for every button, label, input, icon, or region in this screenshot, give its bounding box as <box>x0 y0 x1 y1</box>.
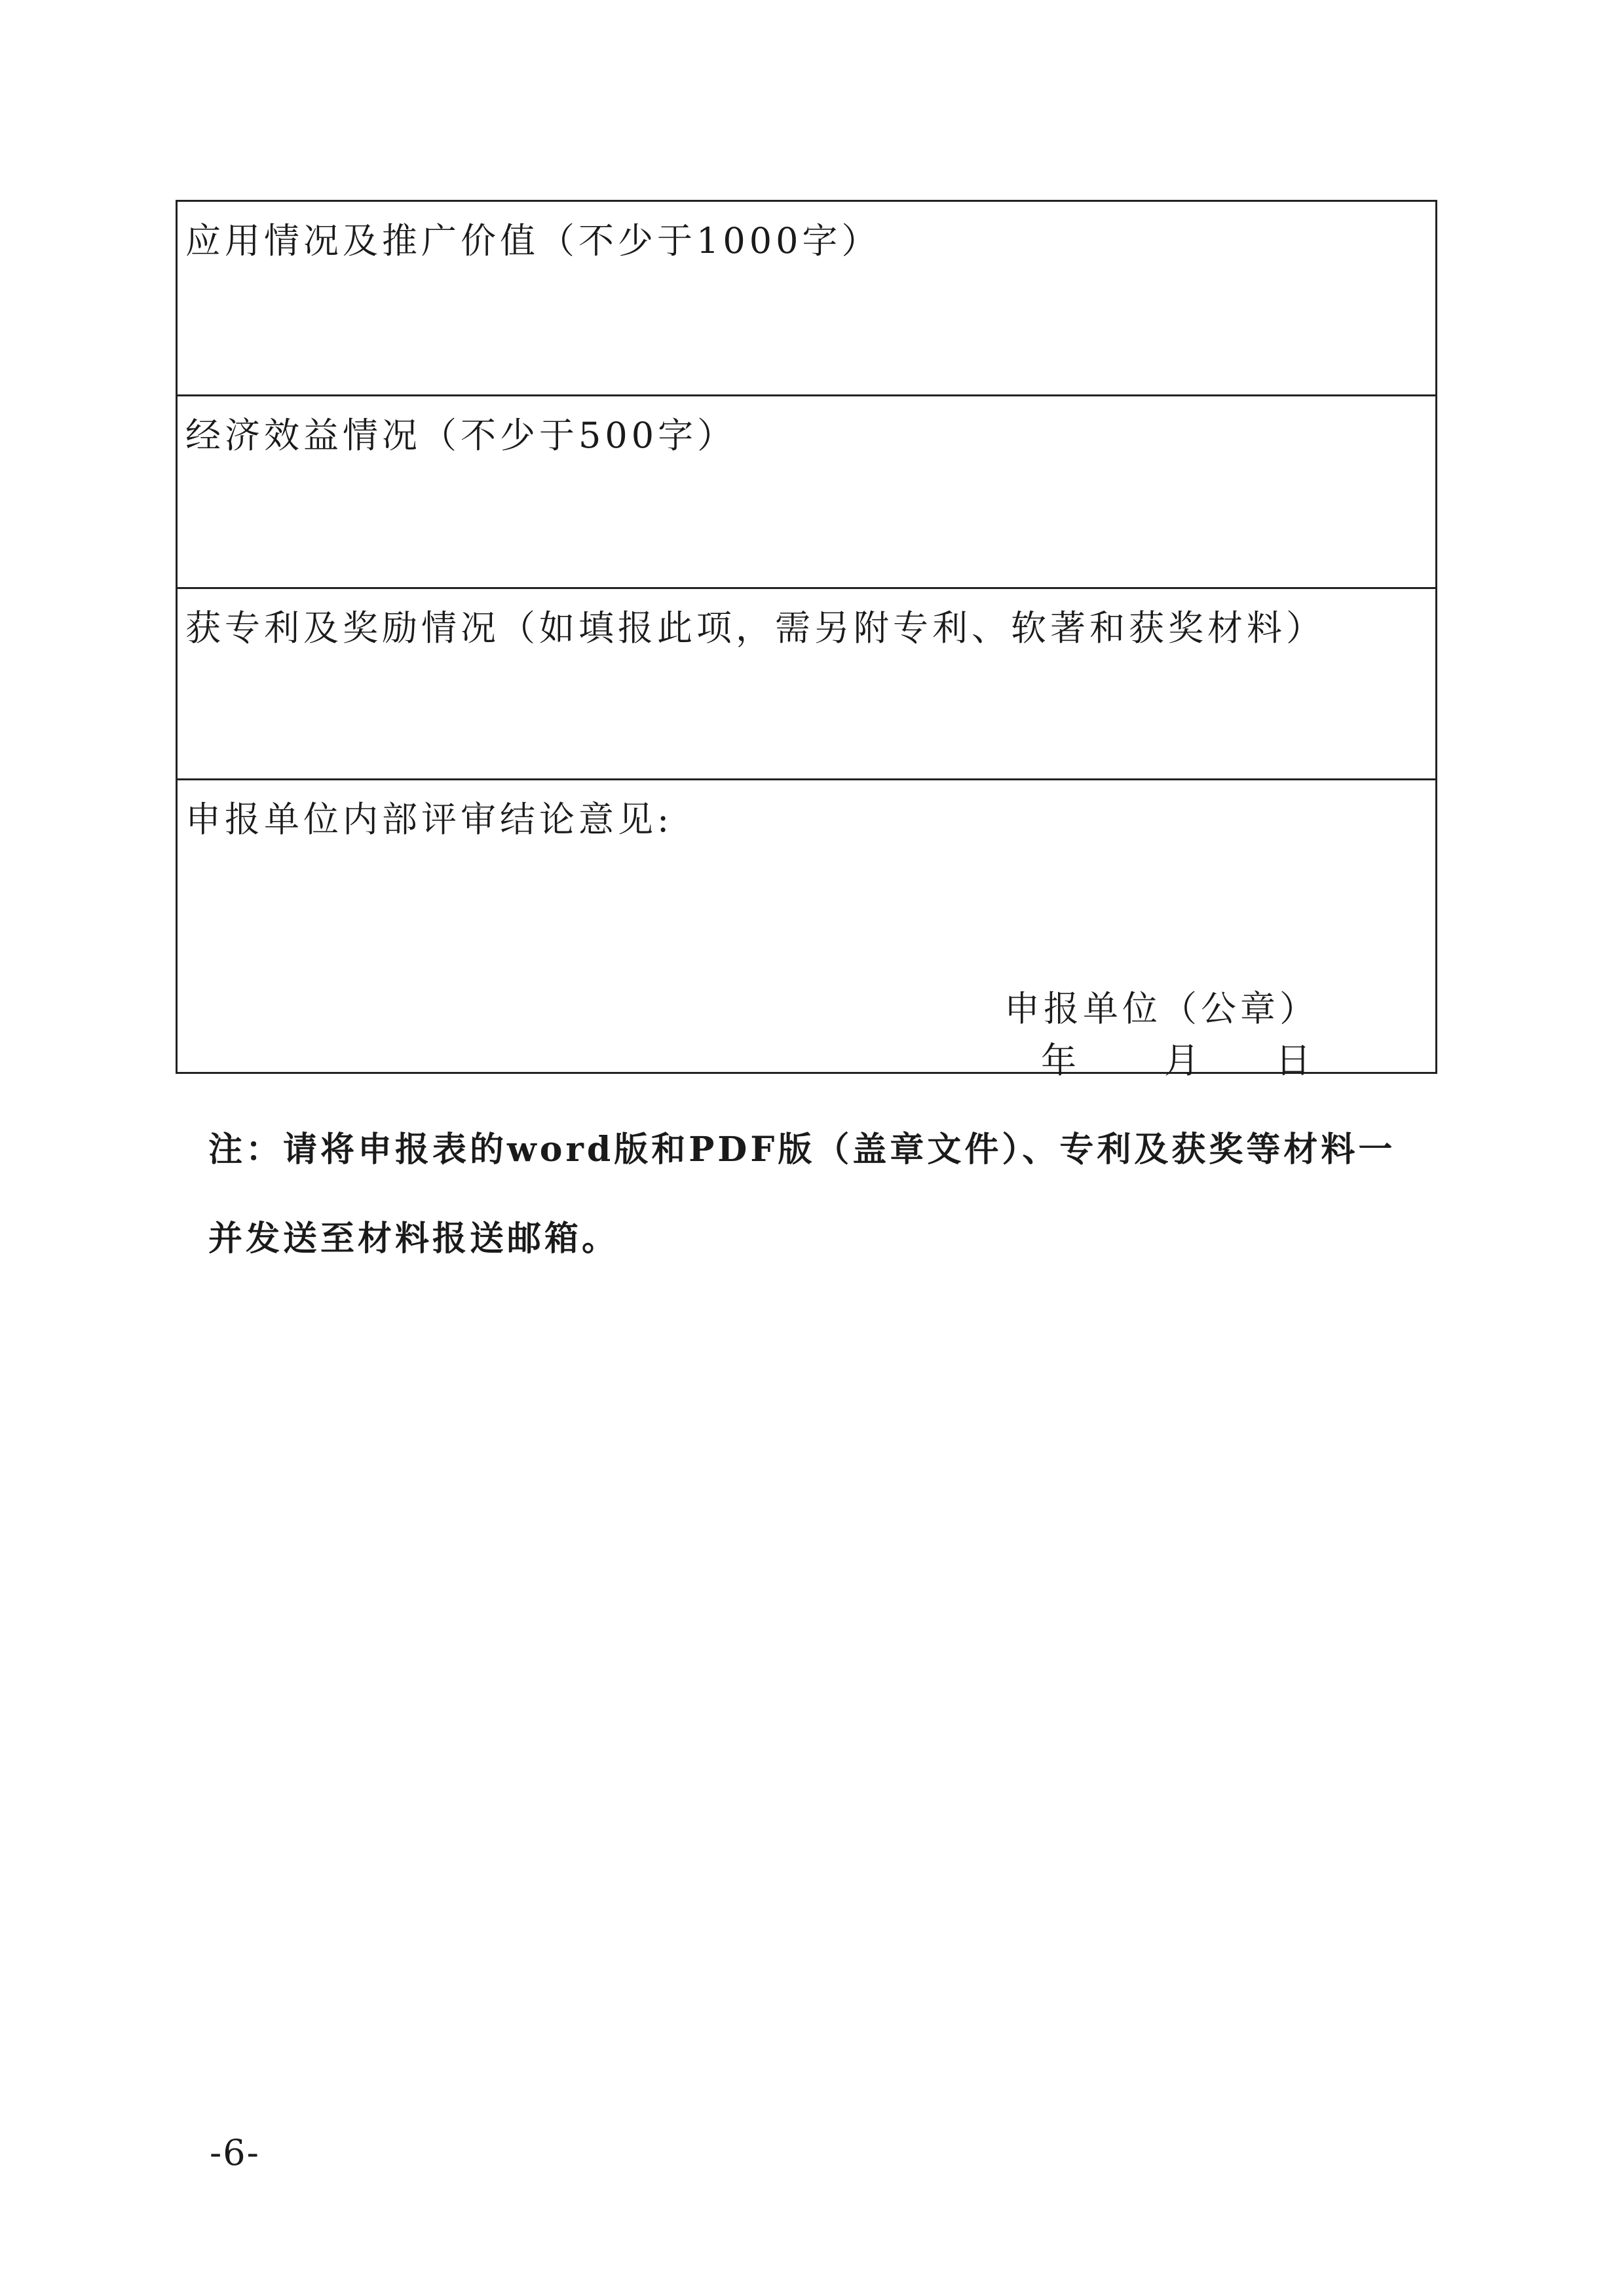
row-label-application-value: 应用情况及推广价值（不少于1000字） <box>185 220 881 261</box>
date-year-label: 年 <box>1041 1040 1076 1081</box>
row-label-patents-awards: 获专利及奖励情况（如填报此项，需另附专利、软著和获奖材料） <box>185 607 1325 649</box>
form-row-internal-review <box>178 780 1435 1081</box>
form-row-patents-awards <box>178 589 1435 780</box>
date-day-label: 日 <box>1275 1040 1311 1081</box>
application-form-table <box>176 200 1437 1081</box>
note-line-1: 注：请将申报表的word版和PDF版（盖章文件）、专利及获奖等材料一 <box>208 1130 1396 1170</box>
page-number: -6- <box>210 2132 260 2173</box>
date-month-label: 月 <box>1164 1040 1199 1081</box>
form-row-economic-benefit <box>178 396 1435 589</box>
row-label-economic-benefit: 经济效益情况（不少于500字） <box>185 415 737 456</box>
form-row-application-value <box>178 202 1435 396</box>
note-line-2: 并发送至材料报送邮箱。 <box>208 1219 620 1259</box>
row-label-internal-review: 申报单位内部评审结论意见: <box>185 799 673 840</box>
official-seal-label: 申报单位（公章） <box>1004 988 1319 1029</box>
